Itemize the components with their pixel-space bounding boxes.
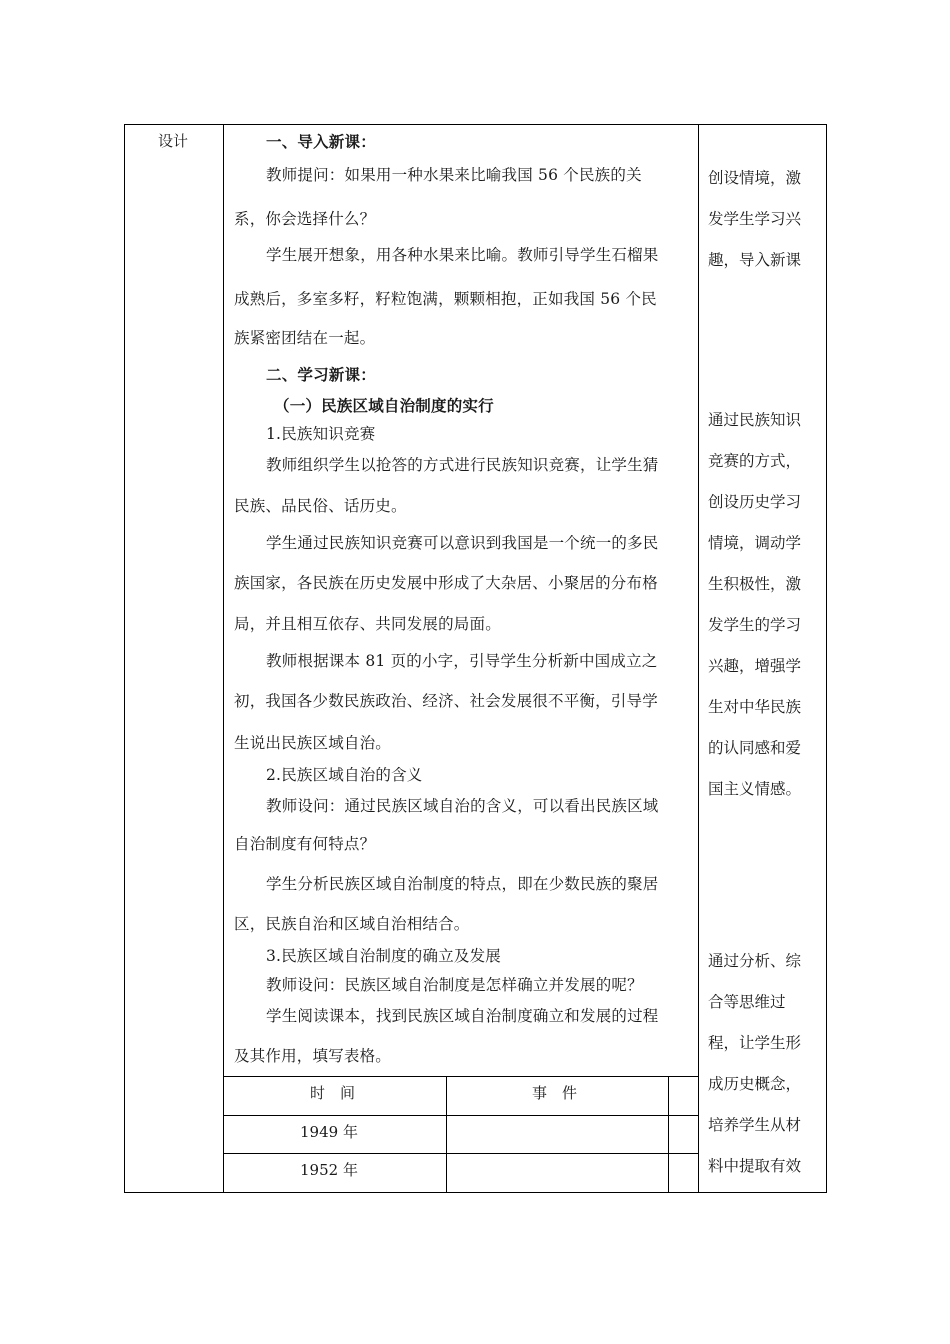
note-line: 合等思维过 <box>708 993 786 1011</box>
content-line: 教师设问：民族区域自治制度是怎样确立并发展的呢？ <box>266 976 643 994</box>
content-line: 3.民族区域自治制度的确立及发展 <box>266 947 501 965</box>
content-line: 初，我国各少数民族政治、经济、社会发展很不平衡，引导学 <box>234 692 658 710</box>
note-line: 发学生的学习 <box>708 616 802 634</box>
note-line: 生对中华民族 <box>708 698 802 716</box>
content-line: 1.民族知识竞赛 <box>266 425 376 443</box>
table-col-rule <box>668 1076 669 1193</box>
design-note <box>708 400 820 810</box>
note-line: 趣，导入新课 <box>708 251 802 269</box>
content-line: 局，并且相互依存、共同发展的局面。 <box>234 615 501 633</box>
section-label: 设计 <box>158 132 189 150</box>
note-line: 的认同感和爱 <box>708 739 802 757</box>
table-header-event: 事 件 <box>532 1084 578 1102</box>
content-line: 学生分析民族区域自治制度的特点，即在少数民族的聚居 <box>266 875 659 893</box>
column-divider-left <box>223 124 224 1193</box>
table-rule <box>224 1153 698 1154</box>
table-rule <box>224 1115 698 1116</box>
content-line: （一）民族区域自治制度的实行 <box>274 396 494 415</box>
note-line: 通过分析、综 <box>708 952 802 970</box>
column-divider-right <box>698 124 699 1193</box>
content-line: 教师根据课本 81 页的小字，引导学生分析新中国成立之 <box>266 652 658 670</box>
note-line: 发学生学习兴 <box>708 210 802 228</box>
content-line: 民族、品民俗、话历史。 <box>234 497 407 515</box>
content-line: 生说出民族区域自治。 <box>234 734 392 752</box>
content-line: 二、学习新课： <box>266 365 376 384</box>
content-line: 教师提问：如果用一种水果来比喻我国 56 个民族的关 <box>266 166 642 184</box>
content-line: 2.民族区域自治的含义 <box>266 766 423 784</box>
content-line: 族紧密团结在一起。 <box>234 329 376 347</box>
table-rule <box>224 1076 698 1077</box>
design-note <box>708 941 820 1187</box>
table-row-year: 1952 年 <box>300 1161 358 1179</box>
content-line: 学生通过民族知识竞赛可以意识到我国是一个统一的多民 <box>266 534 659 552</box>
note-line: 兴趣，增强学 <box>708 657 802 675</box>
note-line: 生积极性，激 <box>708 575 802 593</box>
design-note <box>708 158 820 281</box>
content-line: 学生展开想象，用各种水果来比喻。教师引导学生石榴果 <box>266 246 659 264</box>
note-line: 培养学生从材 <box>708 1116 802 1134</box>
content-line: 族国家，各民族在历史发展中形成了大杂居、小聚居的分布格 <box>234 574 658 592</box>
content-line: 及其作用，填写表格。 <box>234 1047 392 1065</box>
table-col-rule <box>446 1076 447 1193</box>
table-row-year: 1949 年 <box>300 1123 358 1141</box>
note-line: 料中提取有效 <box>708 1157 802 1175</box>
content-line: 成熟后，多室多籽，籽粒饱满，颗颗相抱，正如我国 56 个民 <box>234 290 657 308</box>
note-line: 创设历史学习 <box>708 493 802 511</box>
note-line: 情境，调动学 <box>708 534 802 552</box>
content-line: 区，民族自治和区域自治相结合。 <box>234 915 470 933</box>
content-line: 教师组织学生以抢答的方式进行民族知识竞赛，让学生猜 <box>266 456 659 474</box>
note-line: 程，让学生形 <box>708 1034 802 1052</box>
note-line: 竞赛的方式， <box>708 452 802 470</box>
content-line: 一、导入新课： <box>266 132 376 151</box>
note-line: 国主义情感。 <box>708 780 802 798</box>
note-line: 创设情境，激 <box>708 169 802 187</box>
table-header-time: 时 间 <box>310 1084 356 1102</box>
note-line: 成历史概念， <box>708 1075 802 1093</box>
fill-in-table <box>224 1076 698 1193</box>
note-line: 通过民族知识 <box>708 411 802 429</box>
content-line: 系，你会选择什么？ <box>234 210 376 228</box>
content-line: 学生阅读课本，找到民族区域自治制度确立和发展的过程 <box>266 1007 659 1025</box>
content-line: 自治制度有何特点？ <box>234 835 376 853</box>
content-line: 教师设问：通过民族区域自治的含义，可以看出民族区域 <box>266 797 659 815</box>
